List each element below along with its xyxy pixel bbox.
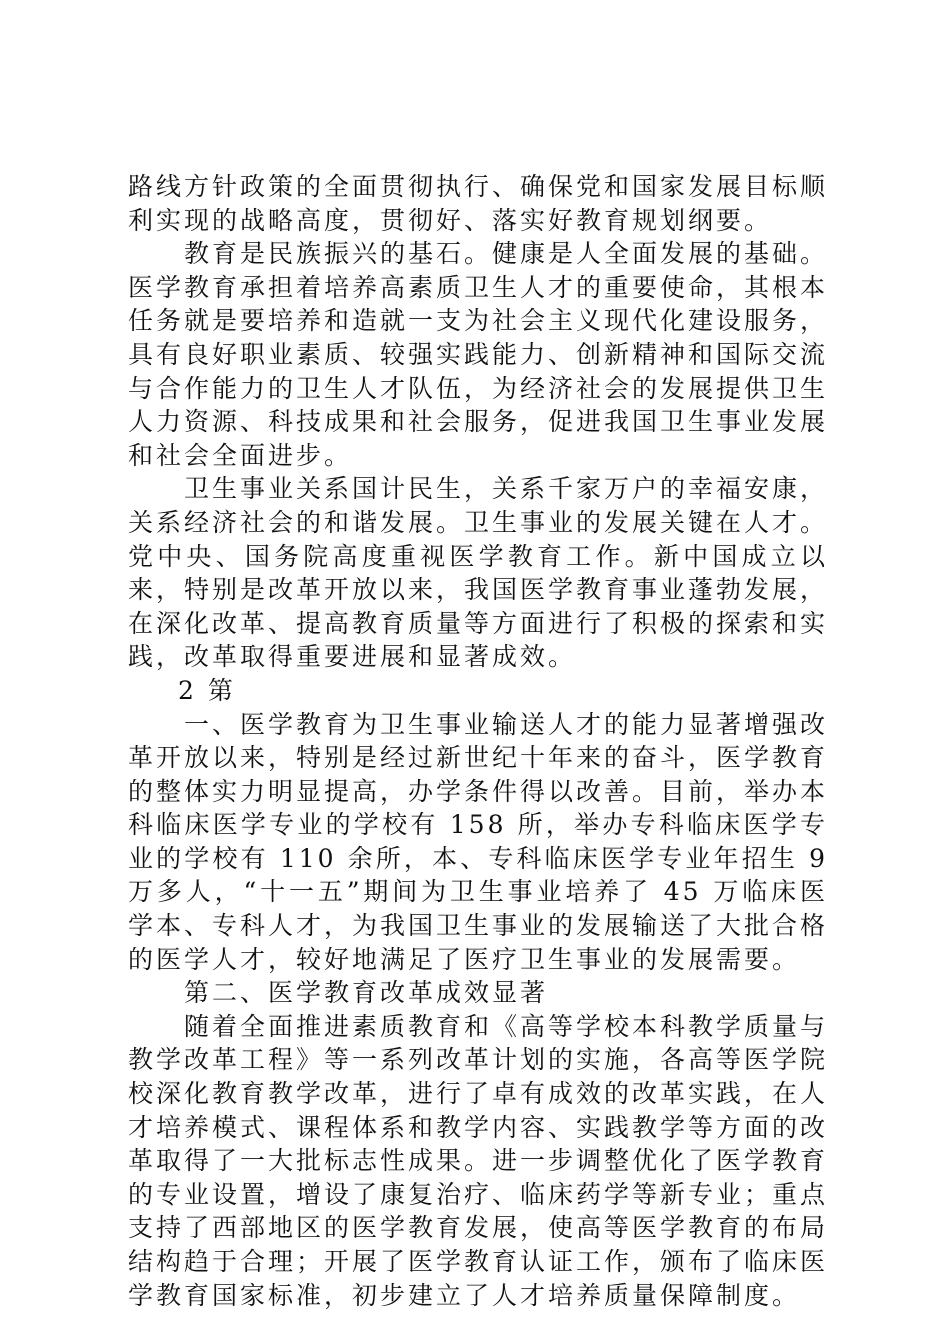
section-heading-two: 第二、医学教育改革成效显著 <box>184 978 549 1008</box>
paragraph-education-foundation: 教育是民族振兴的基石。健康是人全面发展的基础。医学教育承担着培养高素质卫生人才的重要使命，其根本任务就是要培养和造就一支为社会主义现代化建设服务，具有良好职业素质、较强实践能力、创新精神和国际交流与合作能力的卫生人才队伍，为经济社会的发展提供卫生人力资源、科技成果和社会服务，促进我国卫生事业发展和社会全面进步。 <box>128 239 829 470</box>
section-marker: 2 第 <box>178 675 236 705</box>
paragraph-continuation: 路线方针政策的全面贯彻执行、确保党和国家发展目标顺利实现的战略高度，贯彻好、落实好教育规划纲要。 <box>128 172 829 235</box>
paragraph-section-one: 一、医学教育为卫生事业输送人才的能力显著增强改革开放以来，特别是经过新世纪十年来的奋斗，医学教育的整体实力明显提高，办学条件得以改善。目前，举办本科临床医学专业的学校有 158 所，举办专科临床医学专业的学校有 110 余所，本、专科临床医学专业年招生 9 万多人，“十一五”期间为卫生事业培养了 45 万临床医学本、专科人才，为我国卫生事业的发展输送了大批合格的医学人才，较好地满足了医疗卫生事业的发展需要。 <box>128 709 829 974</box>
paragraph-health-career: 卫生事业关系国计民生，关系千家万户的幸福安康，关系经济社会的和谐发展。卫生事业的发展关键在人才。党中央、国务院高度重视医学教育工作。新中国成立以来，特别是改革开放以来，我国医学教育事业蓬勃发展，在深化改革、提高教育质量等方面进行了积极的探索和实践，改革取得重要进展和显著成效。 <box>128 474 829 672</box>
paragraph-reform-results: 随着全面推进素质教育和《高等学校本科教学质量与教学改革工程》等一系列改革计划的实施，各高等医学院校深化教育教学改革，进行了卓有成效的改革实践，在人才培养模式、课程体系和教学内容、实践教学等方面的改革取得了一大批标志性成果。进一步调整优化了医学教育的专业设置，增设了康复治疗、临床药学等新专业；重点支持了西部地区的医学教育发展，使高等医学教育的布局结构趋于合理；开展了医学教育认证工作，颁布了临床医学教育国家标准，初步建立了人才培养质量保障制度。 <box>128 1011 829 1310</box>
document-body <box>128 170 828 1312</box>
